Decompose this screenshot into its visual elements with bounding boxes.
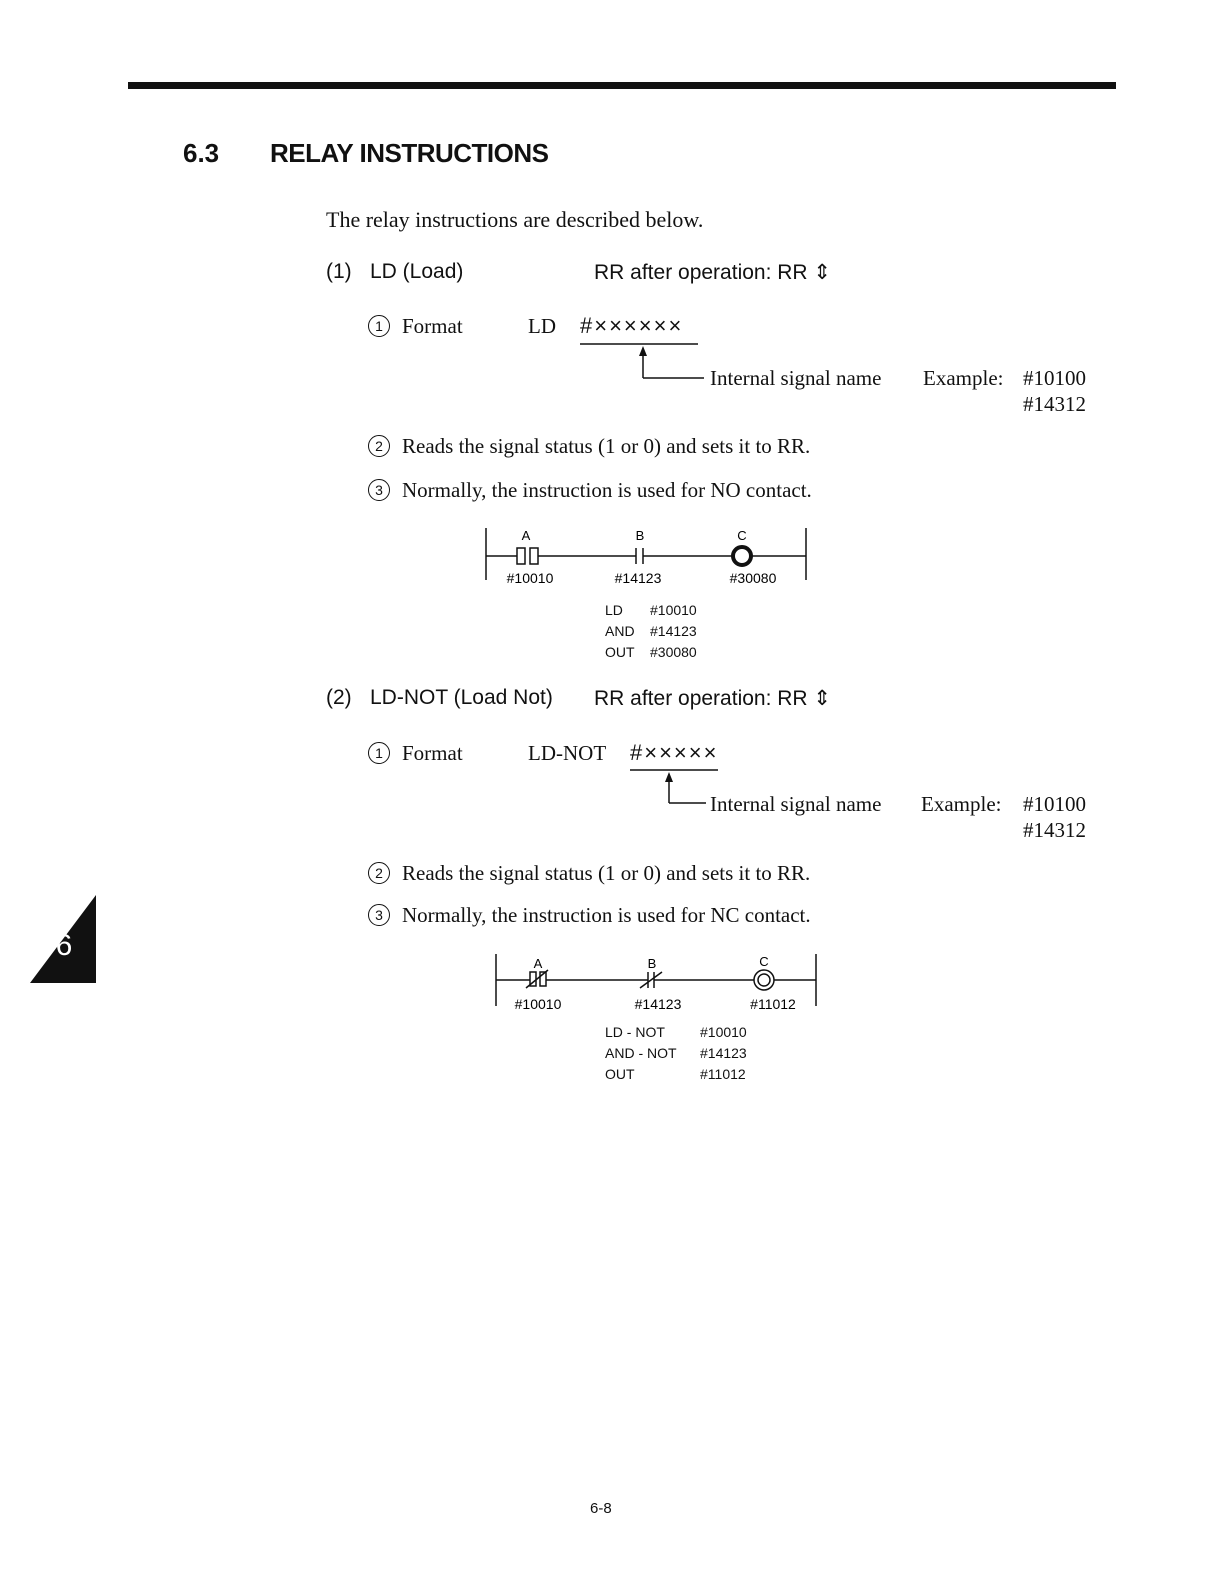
diagram-address: #10010	[514, 996, 562, 1012]
diagram-address: #14123	[634, 996, 682, 1012]
coil-c	[733, 547, 751, 565]
code-addr: #30080	[650, 644, 697, 660]
diagram-address: #14123	[614, 570, 662, 586]
step-3-text: Normally, the instruction is used for NC contact.	[402, 903, 811, 927]
example-label: Example:	[921, 792, 1002, 816]
signal-label: Internal signal name	[710, 366, 882, 390]
instruction-2-step-2	[368, 861, 810, 886]
example-value: #14312	[1023, 392, 1086, 416]
step-number-3: 3	[368, 479, 390, 501]
step-number-1: 1	[368, 742, 390, 764]
ladder-diagram-2	[490, 950, 830, 1012]
instruction-2-id: (2)	[326, 686, 352, 709]
instruction-1-step-3	[368, 478, 812, 503]
code-op: LD - NOT	[605, 1024, 665, 1040]
format-pointer	[628, 766, 718, 810]
format-label: Format	[402, 314, 463, 338]
code-addr: #10010	[650, 602, 697, 618]
diagram-label: C	[737, 528, 747, 543]
intro-text: The relay instructions are described below.	[326, 207, 704, 232]
section-number: 6.3	[183, 138, 220, 168]
step-2-text: Reads the signal status (1 or 0) and sets it to RR.	[402, 434, 811, 458]
code-addr: #14123	[700, 1045, 747, 1061]
step-2-text: Reads the signal status (1 or 0) and sets it to RR.	[402, 861, 811, 885]
example-value: #10100	[1023, 792, 1086, 816]
diagram-label: B	[635, 528, 645, 543]
coil-c	[754, 970, 774, 990]
step-number-2: 2	[368, 862, 390, 884]
instruction-1-id: (1)	[326, 260, 352, 283]
signal-label: Internal signal name	[710, 792, 882, 816]
code-op: AND	[605, 623, 635, 639]
code-op: LD	[605, 602, 623, 618]
diagram-address: #10010	[506, 570, 554, 586]
step-number-1: 1	[368, 315, 390, 337]
example-value: #10100	[1023, 366, 1086, 390]
format-keyword: LD	[528, 314, 556, 338]
ladder-diagram-1	[480, 526, 820, 586]
example-label: Example:	[923, 366, 1004, 390]
code-op: AND - NOT	[605, 1045, 677, 1061]
page-number: 6-8	[590, 1500, 612, 1517]
step-number-3: 3	[368, 904, 390, 926]
format-keyword: LD-NOT	[528, 741, 607, 765]
section-title: RELAY INSTRUCTIONS	[270, 138, 549, 168]
step-3-text: Normally, the instruction is used for NO contact.	[402, 478, 812, 502]
instruction-1-step-2	[368, 434, 810, 459]
code-op: OUT	[605, 1066, 635, 1082]
format-label: Format	[402, 741, 463, 765]
chapter-tab-number: 6	[55, 929, 73, 962]
code-op: OUT	[605, 644, 635, 660]
instruction-2-format-row	[368, 741, 463, 766]
instruction-2-name: LD-NOT (Load Not)	[370, 686, 553, 709]
code-addr: #10010	[700, 1024, 747, 1040]
instruction-2-step-3	[368, 903, 811, 928]
diagram-label: A	[533, 956, 543, 971]
format-argument: #××××××	[580, 313, 684, 338]
code-addr: #11012	[700, 1066, 746, 1082]
format-argument: #×××××	[630, 740, 719, 765]
chapter-tab	[30, 895, 96, 983]
diagram-label: A	[521, 528, 531, 543]
format-pointer	[578, 340, 708, 384]
step-number-2: 2	[368, 435, 390, 457]
diagram-label: B	[647, 956, 657, 971]
instruction-1-name: LD (Load)	[370, 260, 464, 283]
example-value: #14312	[1023, 818, 1086, 842]
top-rule	[128, 82, 1116, 89]
contact-a-no	[517, 548, 525, 564]
instruction-1-rr: RR after operation: RR ⇕	[594, 261, 832, 284]
diagram-address: #30080	[729, 570, 777, 586]
instruction-1-format-row	[368, 314, 463, 339]
code-addr: #14123	[650, 623, 697, 639]
diagram-address: #11012	[750, 996, 796, 1012]
diagram-label: C	[759, 954, 769, 969]
instruction-2-rr: RR after operation: RR ⇕	[594, 687, 832, 710]
